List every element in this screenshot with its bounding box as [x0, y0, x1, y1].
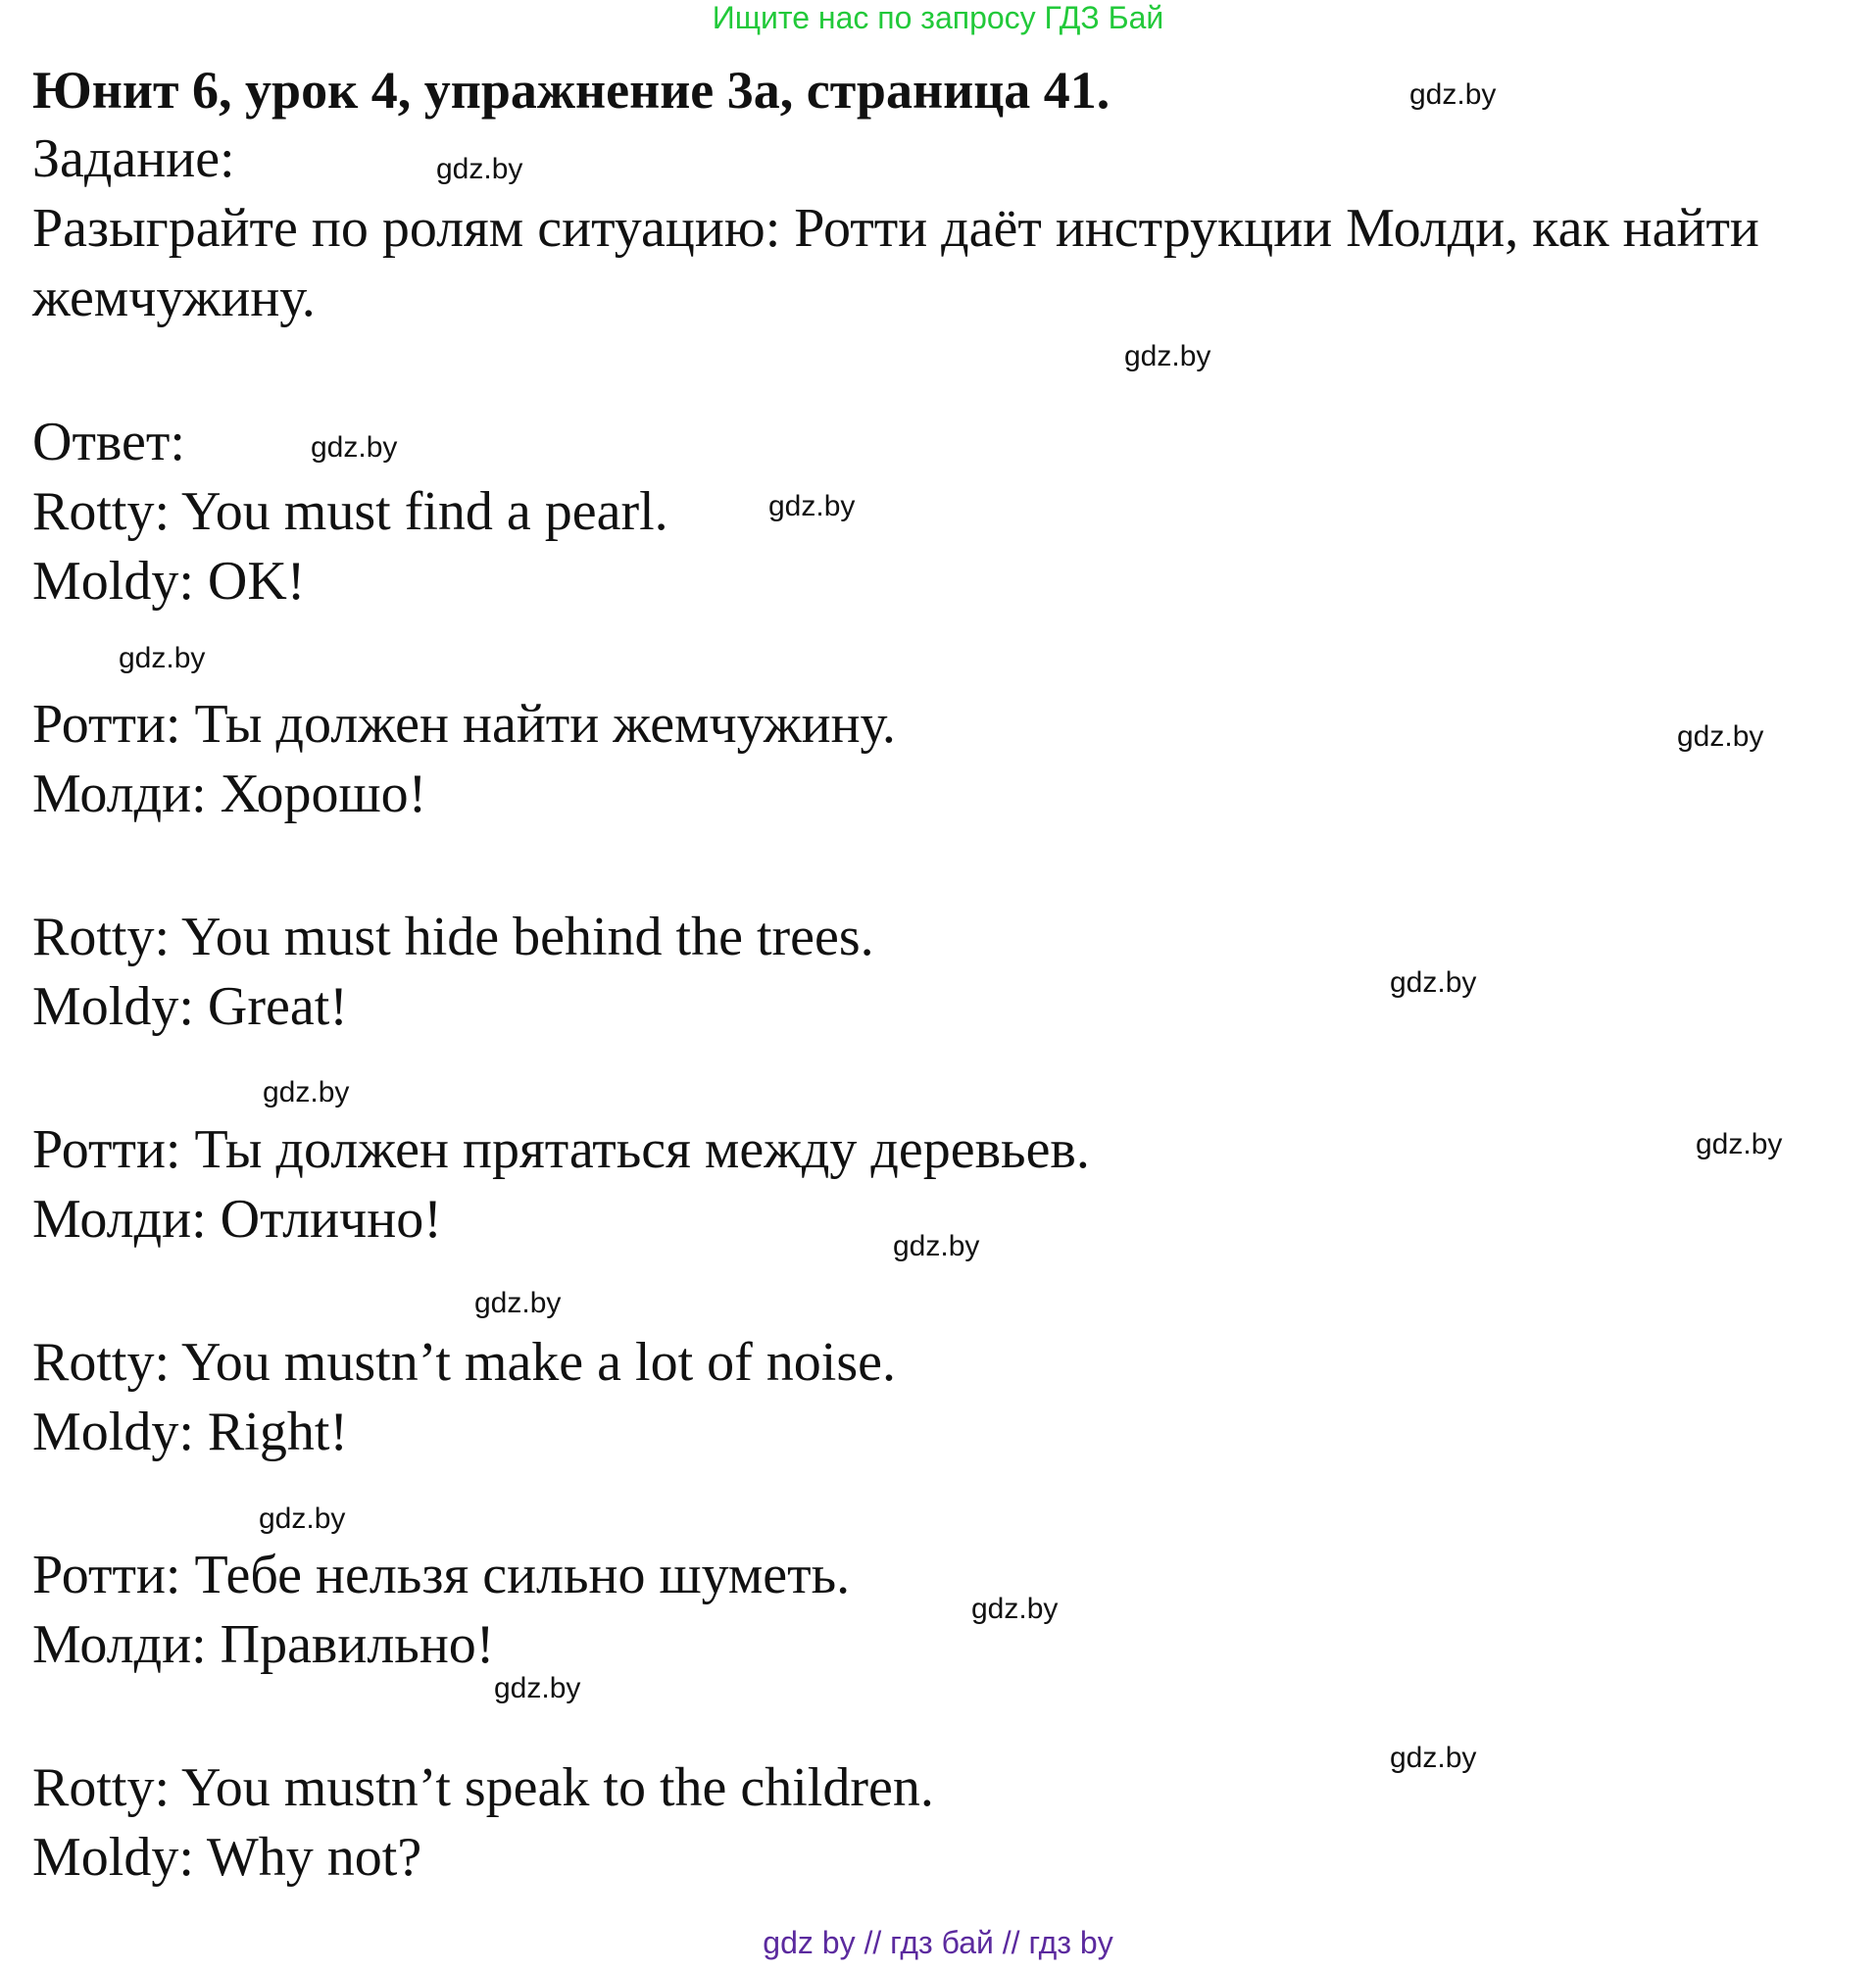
- dialogue-line: Молди: Хорошо!: [32, 764, 427, 824]
- dialogue-line: Молди: Отлично!: [32, 1189, 442, 1250]
- dialogue-line: Rotty: You mustn’t speak to the children.: [32, 1757, 934, 1818]
- dialogue-line: Moldy: OK!: [32, 551, 306, 612]
- dialogue-line: Moldy: Great!: [32, 976, 348, 1037]
- task-label: Задание:: [32, 128, 235, 189]
- dialogue-line: Молди: Правильно!: [32, 1614, 495, 1675]
- watermark: gdz.by: [263, 1076, 350, 1109]
- watermark: gdz.by: [436, 153, 523, 185]
- task-text-line-1: Разыграйте по ролям ситуацию: Ротти даёт инструкции Молди, как найти: [32, 198, 1759, 259]
- watermark: gdz.by: [1390, 1742, 1477, 1774]
- page-title: Юнит 6, урок 4, упражнение 3а, страница 41.: [32, 61, 1111, 120]
- answer-label: Ответ:: [32, 412, 185, 472]
- watermark: gdz.by: [474, 1287, 562, 1319]
- watermark: gdz.by: [494, 1672, 581, 1704]
- task-text-line-2: жемчужину.: [32, 268, 316, 328]
- watermark: gdz.by: [893, 1230, 980, 1262]
- dialogue-line: Moldy: Right!: [32, 1402, 349, 1462]
- dialogue-line: Rotty: You must hide behind the trees.: [32, 907, 874, 967]
- top-banner[interactable]: Ищите нас по запросу ГДЗ Бай: [712, 0, 1164, 35]
- dialogue-line: Ротти: Ты должен найти жемчужину.: [32, 694, 896, 755]
- footer-links[interactable]: gdz by // гдз бай // гдз by: [763, 1925, 1113, 1960]
- watermark: gdz.by: [311, 431, 398, 464]
- dialogue-line: Ротти: Ты должен прятаться между деревьев.: [32, 1119, 1090, 1180]
- watermark: gdz.by: [1696, 1128, 1783, 1160]
- dialogue-line: Rotty: You must find a pearl.: [32, 481, 668, 542]
- watermark: gdz.by: [259, 1503, 346, 1535]
- dialogue-line: Ротти: Тебе нельзя сильно шуметь.: [32, 1545, 851, 1605]
- watermark: gdz.by: [1124, 340, 1211, 372]
- watermark: gdz.by: [1390, 966, 1477, 999]
- dialogue-line: Moldy: Why not?: [32, 1827, 422, 1888]
- watermark: gdz.by: [1677, 720, 1764, 753]
- watermark: gdz.by: [119, 642, 206, 674]
- watermark: gdz.by: [768, 490, 856, 522]
- watermark: gdz.by: [971, 1593, 1059, 1625]
- watermark: gdz.by: [1409, 78, 1497, 111]
- dialogue-line: Rotty: You mustn’t make a lot of noise.: [32, 1332, 896, 1393]
